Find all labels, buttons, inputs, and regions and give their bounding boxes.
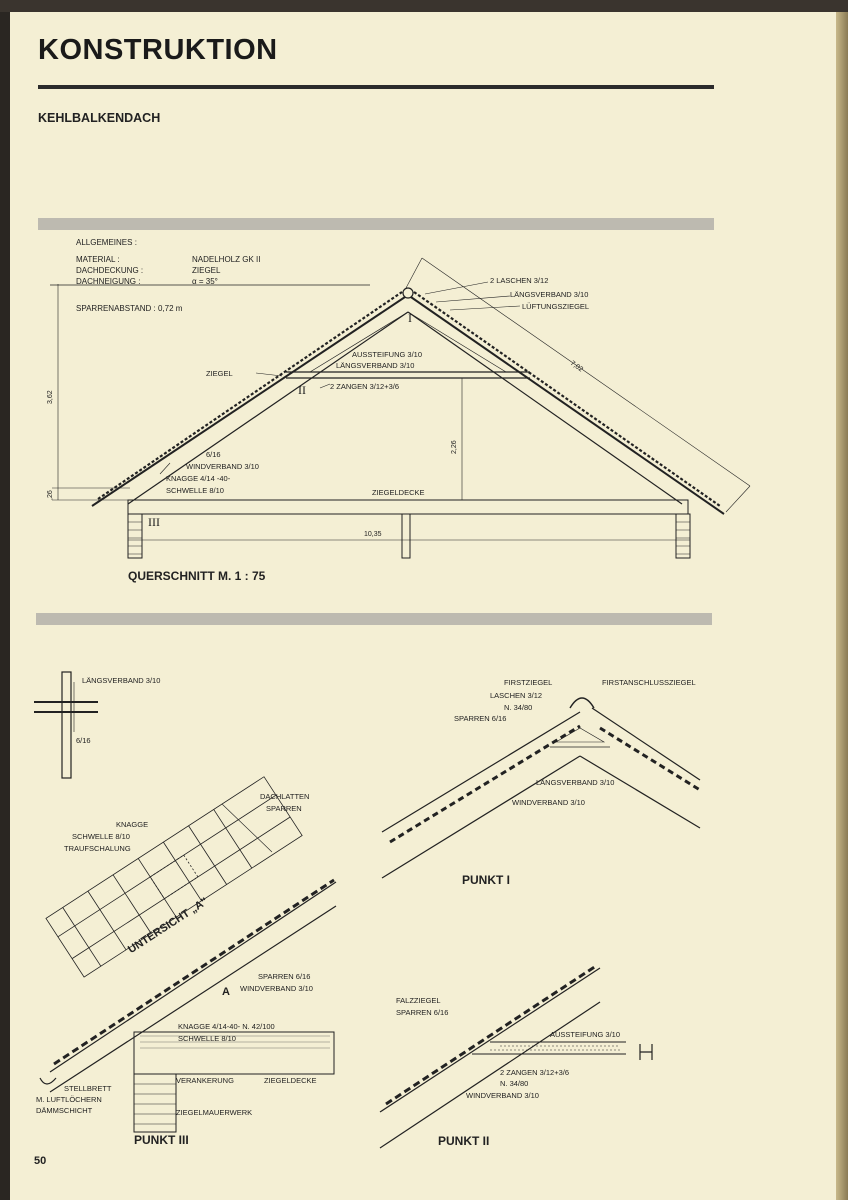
caption-cross-section: QUERSCHNITT M. 1 : 75 <box>128 569 266 583</box>
marker-roman-1: I <box>408 311 412 325</box>
label-sparren-size: 6/16 <box>206 450 221 459</box>
p2-label-windverband: WINDVERBAND 3/10 <box>466 1091 539 1100</box>
p2-label-sparren: SPARREN 6/16 <box>396 1008 449 1017</box>
dim-span: 10,35 <box>364 531 382 538</box>
p1-label-firstanschluss: FIRSTANSCHLUSSZIEGEL <box>602 678 696 687</box>
dim-total-height: 3,62 <box>47 390 54 404</box>
label-lueftungsziegel: LÜFTUNGSZIEGEL <box>522 302 590 311</box>
p3-label-sparren: SPARREN 6/16 <box>258 972 311 981</box>
scan-top-band <box>0 0 848 12</box>
label-zangen: 2 ZANGEN 3/12+3/6 <box>330 382 399 391</box>
caption-punkt-2: PUNKT II <box>438 1134 490 1148</box>
caption-punkt-1: PUNKT I <box>462 873 510 887</box>
p2-label-aussteifung: AUSSTEIFUNG 3/10 <box>550 1030 621 1039</box>
p3-label-knagge2: KNAGGE 4/14-40- N. 42/100 <box>178 1022 275 1031</box>
dim-eave-height: ,26 <box>47 490 54 500</box>
label-laschen: 2 LASCHEN 3/12 <box>490 276 549 285</box>
p3-label-schwelle2: SCHWELLE 8/10 <box>178 1034 236 1043</box>
label-ziegeldecke: ZIEGELDECKE <box>372 488 425 497</box>
p2-label-falzziegel: FALZZIEGEL <box>396 996 441 1005</box>
p3-label-schwelle: SCHWELLE 8/10 <box>72 832 130 841</box>
label-windverband: WINDVERBAND 3/10 <box>186 462 259 471</box>
p1-label-firstziegel: FIRSTZIEGEL <box>504 678 553 687</box>
p1-label-laengsverband: LÄNGSVERBAND 3/10 <box>536 778 615 787</box>
p2-label-nail: N. 34/80 <box>500 1079 529 1088</box>
p1-label-nail: N. 34/80 <box>504 703 533 712</box>
book-page <box>10 12 836 1200</box>
p1-label-sparren: SPARREN 6/16 <box>454 714 507 723</box>
p3-label-ziegelmauerwerk: ZIEGELMAUERWERK <box>176 1108 253 1117</box>
p3-label-ziegeldecke: ZIEGELDECKE <box>264 1076 317 1085</box>
detail-label-sparren: 6/16 <box>76 736 91 745</box>
spec-row-pitch: DACHNEIGUNG : α = 35° <box>76 277 218 286</box>
dim-inner-height: 2,26 <box>451 440 458 454</box>
page-number: 50 <box>34 1155 47 1167</box>
label-knagge: KNAGGE 4/14 -40- <box>166 474 231 483</box>
p3-label-knagge: KNAGGE <box>116 820 149 829</box>
label-laengsverband-top: LÄNGSVERBAND 3/10 <box>510 290 589 299</box>
marker-roman-3: III <box>148 515 160 529</box>
label-schwelle: SCHWELLE 8/10 <box>166 486 224 495</box>
p2-label-zangen: 2 ZANGEN 3/12+3/6 <box>500 1068 569 1077</box>
label-laengsverband-mid: LÄNGSVERBAND 3/10 <box>336 361 415 370</box>
p3-label-windverband: WINDVERBAND 3/10 <box>240 984 313 993</box>
detail-label-laengsverband: LÄNGSVERBAND 3/10 <box>82 676 161 685</box>
spec-row-material: MATERIAL : NADELHOLZ GK II <box>76 255 261 264</box>
p3-label-luftloecher: M. LUFTLÖCHERN <box>36 1095 102 1104</box>
p3-label-stellbrett: STELLBRETT <box>64 1084 112 1093</box>
general-heading: ALLGEMEINES : <box>76 238 137 247</box>
p1-label-laschen: LASCHEN 3/12 <box>490 691 543 700</box>
marker-roman-2: II <box>298 383 306 397</box>
p3-label-traufschalung: TRAUFSCHALUNG <box>64 844 131 853</box>
rafter-spacing: SPARRENABSTAND : 0,72 m <box>76 304 183 313</box>
p3-label-untersicht: UNTERSICHT „A" <box>126 895 211 957</box>
section-subtitle: KEHLBALKENDACH <box>38 111 161 125</box>
p3-label-verankerung: VERANKERUNG <box>176 1076 234 1085</box>
p1-label-windverband: WINDVERBAND 3/10 <box>512 798 585 807</box>
p3-label-daemmschicht: DÄMMSCHICHT <box>36 1106 93 1115</box>
page-title: KONSTRUKTION <box>38 34 278 66</box>
p3-label-dachlatten: DACHLATTEN <box>260 792 310 801</box>
spec-row-roofing: DACHDECKUNG : ZIEGEL <box>76 266 221 275</box>
label-aussteifung: AUSSTEIFUNG 3/10 <box>352 350 423 359</box>
detail-drawings <box>10 12 836 1200</box>
caption-punkt-3: PUNKT III <box>134 1133 189 1147</box>
dim-rafter-length: 7,02 <box>568 359 585 374</box>
p3-label-arrow-a: A <box>222 986 230 998</box>
book-edge <box>836 12 848 1200</box>
p3-label-sparren-top: SPARREN <box>266 804 302 813</box>
label-ziegel: ZIEGEL <box>206 369 233 378</box>
